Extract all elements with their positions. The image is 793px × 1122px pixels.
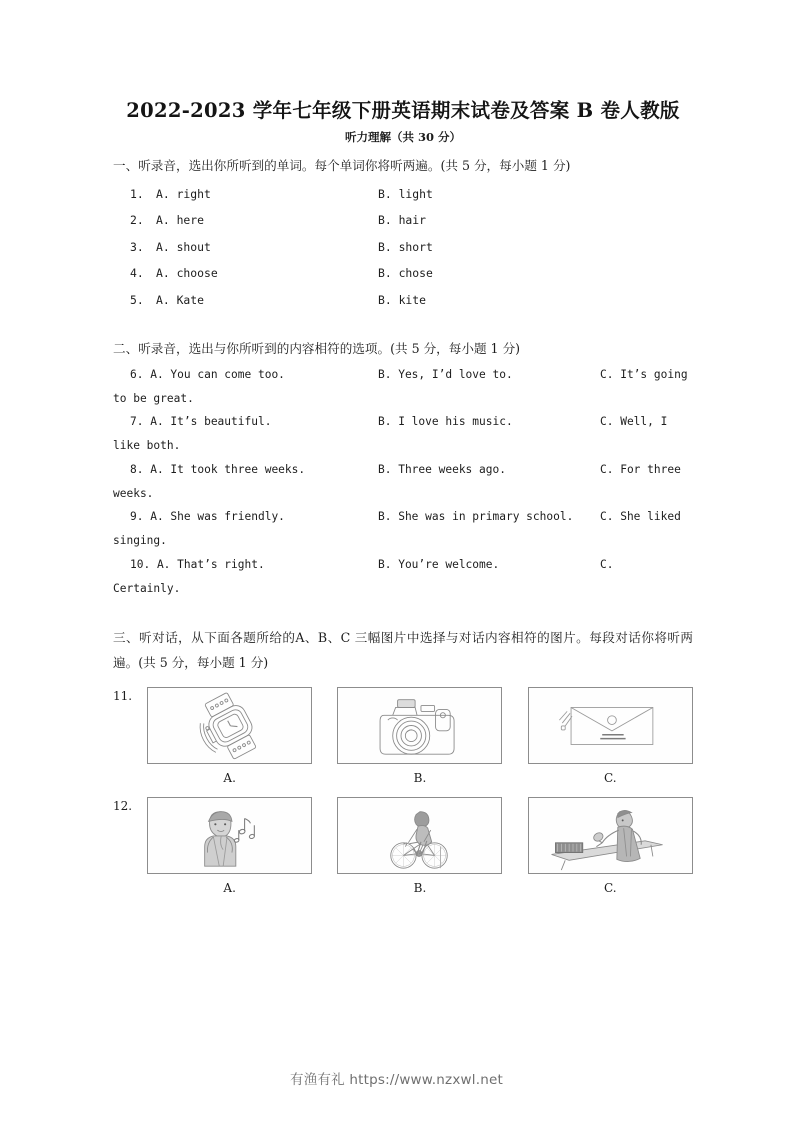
option-c-continuation: like both. — [113, 439, 181, 453]
option-label: A. — [223, 771, 236, 786]
option-a: A. shout — [156, 239, 211, 254]
option-b: B. Three weeks ago. — [378, 462, 506, 476]
section-1-question-list — [113, 181, 693, 314]
picture-option-b[interactable] — [337, 687, 502, 785]
word-question-row — [113, 260, 693, 287]
singing-person-icon — [147, 797, 312, 874]
option-label: C. — [604, 881, 617, 896]
word-question-row — [113, 181, 693, 208]
word-question-row — [113, 207, 693, 234]
picture-option-a[interactable] — [147, 687, 312, 785]
section-spacer — [113, 313, 693, 339]
word-question-row — [113, 234, 693, 261]
option-a: 7. A. It’s beautiful. — [130, 415, 272, 429]
option-b: B. Yes, I’d love to. — [378, 367, 513, 381]
sentence-question — [113, 553, 693, 601]
footer-watermark: 有渔有礼 https://www.nzxwl.net — [290, 1072, 503, 1088]
option-a: A. Kate — [156, 292, 205, 307]
option-b: B. chose — [378, 266, 433, 281]
option-b: B. kite — [378, 292, 427, 307]
section-2-question-list — [113, 363, 693, 601]
question-number: 2. — [130, 213, 144, 228]
option-label: A. — [223, 881, 236, 896]
option-b: B. You’re welcome. — [378, 557, 500, 571]
question-number: 11. — [113, 689, 133, 704]
document-content — [113, 98, 693, 895]
sentence-question — [113, 458, 693, 506]
question-number: 3. — [130, 239, 144, 254]
picture-option-b[interactable] — [337, 797, 502, 895]
option-label: B. — [413, 771, 427, 786]
option-c: C. — [600, 557, 614, 571]
picture-question-12 — [113, 797, 693, 895]
page-title: 2022-2023 学年七年级下册英语期末试卷及答案 B 卷人教版 — [126, 99, 680, 122]
envelope-wallet-icon — [528, 687, 693, 764]
section-3-heading: 三、听对话，从下面各题所给的A、B、C 三幅图片中选择与对话内容相符的图片。每段对话你将听两遍。(共 5 分，每小题 1 分) — [113, 630, 693, 670]
option-b: B. I love his music. — [378, 415, 513, 429]
page-subtitle: 听力理解（共 30 分） — [344, 130, 461, 145]
option-a: 6. A. You can come too. — [130, 367, 285, 381]
option-b: B. hair — [378, 213, 427, 228]
option-c-continuation: singing. — [113, 534, 167, 548]
table-tennis-player-icon — [528, 797, 693, 874]
section-2-heading: 二、听录音，选出与你所听到的内容相符的选项。(共 5 分，每小题 1 分) — [113, 341, 521, 357]
cyclist-icon — [337, 797, 502, 874]
sentence-question — [113, 410, 693, 458]
option-c-continuation: weeks. — [113, 486, 154, 500]
section-spacer — [113, 600, 693, 626]
sentence-question — [113, 363, 693, 411]
option-a: 9. A. She was friendly. — [130, 510, 285, 524]
picture-option-c[interactable] — [528, 687, 693, 785]
picture-option-a[interactable] — [147, 797, 312, 895]
wristwatch-icon — [147, 687, 312, 764]
option-c: C. For three — [600, 462, 681, 476]
option-label: C. — [604, 771, 617, 786]
option-c: C. She liked — [600, 510, 681, 524]
option-a: 8. A. It took three weeks. — [130, 462, 306, 476]
picture-question-11 — [113, 687, 693, 785]
question-number: 4. — [130, 266, 144, 281]
option-c-continuation: to be great. — [113, 391, 194, 405]
camera-icon — [337, 687, 502, 764]
option-b: B. short — [378, 239, 433, 254]
option-a: 10. A. That’s right. — [130, 557, 265, 571]
sentence-question — [113, 505, 693, 553]
option-c: C. It’s going — [600, 367, 688, 381]
section-1-heading: 一、听录音，选出你所听到的单词。每个单词你将听两遍。(共 5 分，每小题 1 分) — [113, 158, 571, 174]
option-b: B. She was in primary school. — [378, 510, 574, 524]
picture-option-c[interactable] — [528, 797, 693, 895]
option-a: A. right — [156, 186, 211, 201]
option-c-continuation: Certainly. — [113, 581, 181, 595]
option-b: B. light — [378, 186, 433, 201]
option-c: C. Well, I — [600, 415, 668, 429]
word-question-row — [113, 287, 693, 314]
option-a: A. choose — [156, 266, 218, 281]
question-number: 5. — [130, 292, 144, 307]
question-number: 1. — [130, 186, 144, 201]
question-number: 12. — [113, 799, 133, 814]
option-a: A. here — [156, 213, 205, 228]
option-label: B. — [413, 881, 427, 896]
